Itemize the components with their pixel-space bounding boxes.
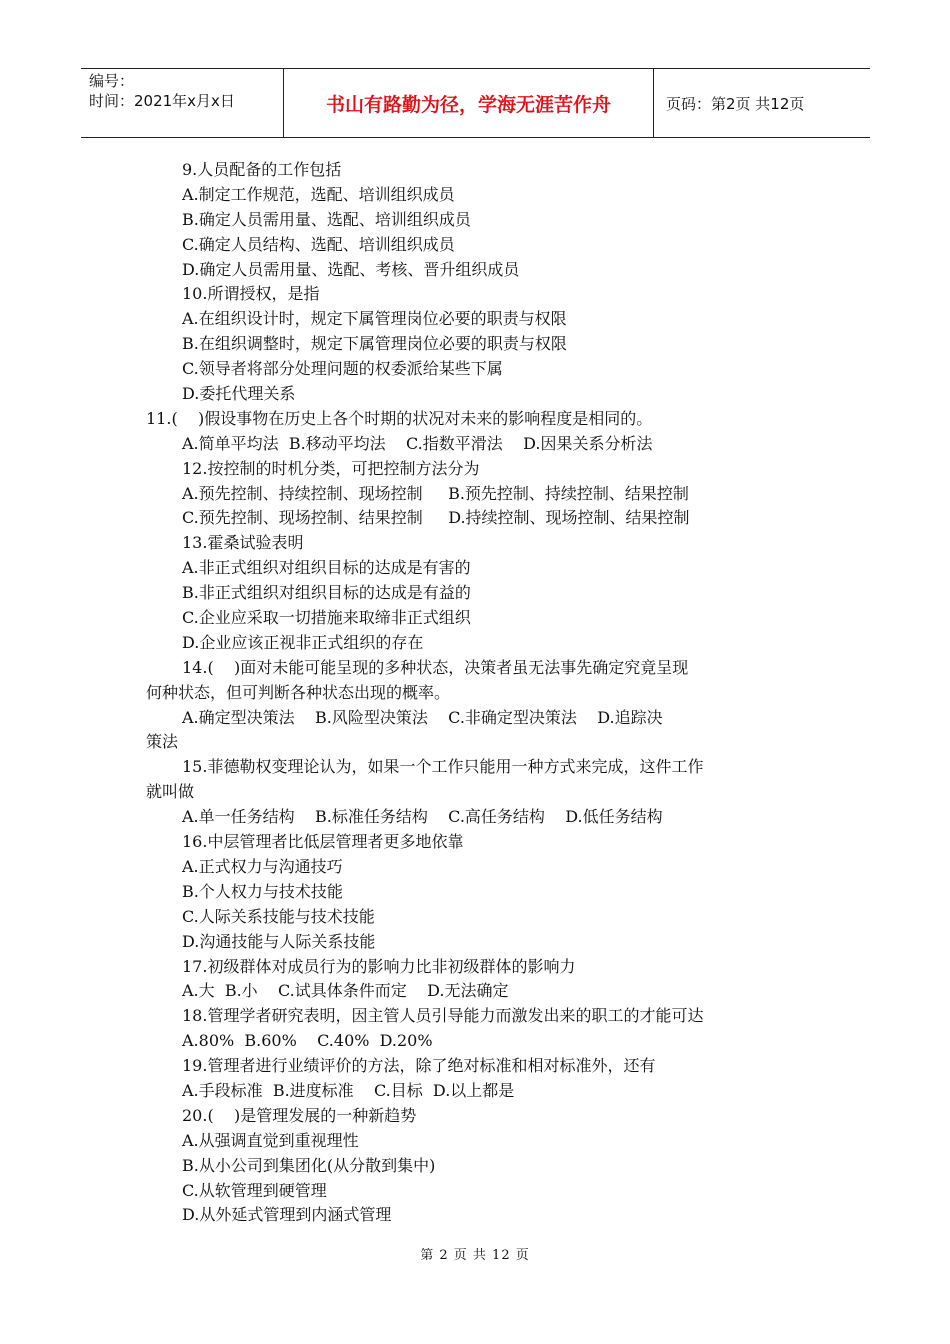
text-line: 11.( )假设事物在历史上各个时期的状况对未来的影响程度是相同的。 — [146, 408, 653, 428]
text-line: B.在组织调整时，规定下属管理岗位必要的职责与权限 — [182, 334, 567, 354]
number-label: 编号： — [89, 72, 135, 90]
time-label: 时间：2021年x月x日 — [89, 92, 235, 110]
text-line: 16.中层管理者比低层管理者更多地依靠 — [182, 832, 464, 852]
text-line: A.手段标准 B.进度标准 C.目标 D.以上都是 — [182, 1080, 515, 1100]
text-line: A.非正式组织对组织目标的达成是有害的 — [182, 558, 471, 578]
text-line: A.从强调直觉到重视理性 — [182, 1130, 359, 1150]
page-info-text: 页码：第2页 共12页 — [666, 94, 805, 113]
text-line: 何种状态，但可判断各种状态出现的概率。 — [146, 682, 451, 702]
text-line: A.在组织设计时，规定下属管理岗位必要的职责与权限 — [182, 309, 567, 329]
text-line: 13.霍桑试验表明 — [182, 533, 304, 553]
text-line: B.确定人员需用量、选配、培训组织成员 — [182, 209, 471, 229]
text-line: 18.管理学者研究表明，因主管人员引导能力而激发出来的职工的才能可达 — [182, 1006, 704, 1026]
text-line: A.制定工作规范，选配、培训组织成员 — [182, 184, 455, 204]
text-line: A.预先控制、持续控制、现场控制 B.预先控制、持续控制、结果控制 — [182, 483, 689, 503]
text-line: A.简单平均法 B.移动平均法 C.指数平滑法 D.因果关系分析法 — [182, 433, 653, 453]
text-line: 15.菲德勒权变理论认为，如果一个工作只能用一种方式来完成，这件工作 — [182, 757, 704, 777]
text-line: A.80% B.60% C.40% D.20% — [182, 1031, 433, 1051]
text-line: D.委托代理关系 — [182, 384, 296, 404]
text-line: C.预先控制、现场控制、结果控制 D.持续控制、现场控制、结果控制 — [182, 508, 690, 528]
text-line: 17.初级群体对成员行为的影响力比非初级群体的影响力 — [182, 956, 576, 976]
text-line: A.大 B.小 C.试具体条件而定 D.无法确定 — [182, 981, 509, 1001]
text-line: 就叫做 — [146, 782, 195, 802]
text-line: A.单一任务结构 B.标准任务结构 C.高任务结构 D.低任务结构 — [182, 807, 663, 827]
text-line: C.从软管理到硬管理 — [182, 1180, 327, 1200]
text-line: D.确定人员需用量、选配、考核、晋升组织成员 — [182, 259, 520, 279]
text-line: A.正式权力与沟通技巧 — [182, 856, 343, 876]
text-line: 14.( )面对未能可能呈现的多种状态，决策者虽无法事先确定究竟呈现 — [182, 657, 689, 677]
text-line: C.企业应采取一切措施来取缔非正式组织 — [182, 608, 471, 628]
text-line: D.企业应该正视非正式组织的存在 — [182, 632, 424, 652]
text-line: C.领导者将部分处理问题的权委派给某些下属 — [182, 359, 503, 379]
text-line: 策法 — [146, 732, 179, 752]
text-line: 19.管理者进行业绩评价的方法，除了绝对标准和相对标准外，还有 — [182, 1056, 656, 1076]
header-meta — [81, 69, 283, 137]
text-line: 10.所谓授权，是指 — [182, 284, 320, 304]
footer-page-number: 第 2 页 共 12 页 — [420, 1248, 530, 1263]
text-line: B.个人权力与技术技能 — [182, 881, 343, 901]
header-page-info — [654, 69, 870, 137]
text-line: B.从小公司到集团化(从分散到集中) — [182, 1155, 436, 1175]
text-line: 20.( )是管理发展的一种新趋势 — [182, 1105, 417, 1125]
text-line: C.人际关系技能与技术技能 — [182, 906, 375, 926]
page-footer — [0, 1244, 950, 1263]
header-motto — [283, 69, 654, 137]
text-line: A.确定型决策法 B.风险型决策法 C.非确定型决策法 D.追踪决 — [182, 707, 663, 727]
text-line: D.沟通技能与人际关系技能 — [182, 931, 376, 951]
motto-text: 书山有路勤为径，学海无涯苦作舟 — [325, 93, 611, 116]
text-line: B.非正式组织对组织目标的达成是有益的 — [182, 583, 471, 603]
text-line: 12.按控制的时机分类，可把控制方法分为 — [182, 458, 480, 478]
text-line: 9.人员配备的工作包括 — [182, 160, 342, 179]
text-line: D.从外延式管理到内涵式管理 — [182, 1205, 392, 1225]
document-body — [146, 158, 806, 1228]
text-line: C.确定人员结构、选配、培训组织成员 — [182, 234, 455, 254]
page-header — [81, 68, 870, 138]
